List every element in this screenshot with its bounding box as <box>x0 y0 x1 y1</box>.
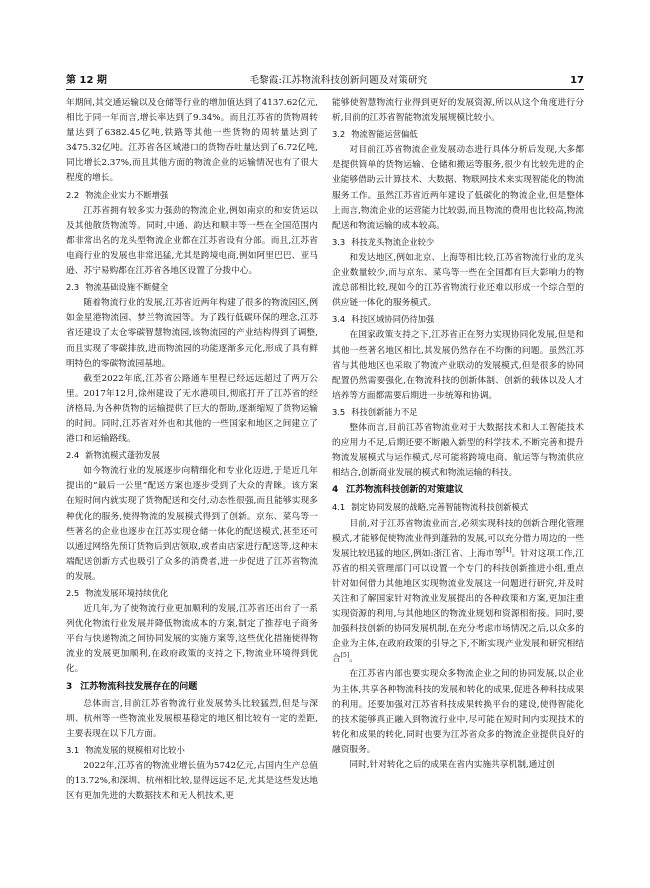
section-number: 3.2 <box>332 129 346 140</box>
paragraph: 整体而言,目前江苏省物流业对于大数据技术和人工智能技术的应用力不足,后期还要不断融入新型的科学技术,不断完善和提升物流发展模式与运作模式,尽可能将跨境电商、航运等与物流供应相结合,创新商业发展的模式和物流运输的科技。 <box>332 422 584 479</box>
section-number: 2.4 <box>66 450 80 461</box>
paragraph: 在江苏省内部也要实现众多物流企业之间的协同发展,以企业为主体,共享各种物流科技的发展和转化的成果,促进各种科技成果的利用。还要加强对江苏省科技成果转换平台的建设,使得智能化的技术能够真正融入到物流行业中,尽可能在短时间内实现技术的转化和成果的转化,同时也要为江苏省众多的物流企业提供良好的融资服务。 <box>332 669 584 755</box>
subsection-heading <box>332 235 584 250</box>
citation: [5] <box>340 652 350 660</box>
issue-number: 第 12 期 <box>66 75 107 86</box>
paragraph: 近几年,为了使物流行业更加顺利的发展,江苏省还出台了一系列优化物流行业发展并降低物流成本的方案,制定了推荐电子商务平台与快递物流之间协同发展的实施方案等,这些优化措施使得物流业的发展更加顺利,在政府政策的支持之下,物流业环境得到优化。 <box>66 604 318 675</box>
paragraph: 江苏省拥有较多实力强劲的物流企业,例如南京的和安货运以及其他散货物流等。同时,中通、韵达和顺丰等一些在全国范围内都非常出名的龙头型物流企业都在江苏省设有分部。而且,江苏省电商行业的发展也非常迅猛,尤其是跨境电商,例如阿里巴巴、亚马逊、苏宁易购都在江苏省各地区设置了分拨中心。 <box>66 205 318 277</box>
section-number: 3.1 <box>66 744 80 755</box>
paragraph: 目前,对于江苏省物流业而言,必须实现科技的创新合理化管理模式,才能够促使物流业得到蓬勃的发展,可以充分借力周边的一些发展比较迅猛的地区,例如:浙江省、上海市等[4]。针对这项工作,江苏省的相关管理部门可以设置一个专门的科技创新推进小组,重点针对如何借力其他地区实现物流业发展这一问题进行研究,并及时关注和了解国家针对物流业发展提出的各种政策和方案,更加注重实现资源的利用,与其他地区的物流业规划和资源相衔接。同时,要加强科技创新的协同发展机制,在充分考虑市场情况之后,以众多的企业为主体,在政府政策的引导之下,不断实现产业发展和研究相结合[5]。 <box>332 518 584 665</box>
citation: [4] <box>503 546 512 554</box>
section-title: 新物流模式蓬勃发展 <box>85 450 160 461</box>
paragraph: 年期间,其交通运输以及仓储等行业的增加值达到了4137.62亿元,相比于同一年而言,增长率达到了9.34%。而且江苏省的货物周转量达到了6382.45亿吨,铁路等其他一些货物的周转量达到了3475.32亿吨。江苏省各区域港口的货物吞吐量达到了6.72亿吨,同比增长2.37%,而且其他方面的物流企业的运输情况也有了很大程度的增长。 <box>66 98 318 184</box>
section-title: 物流企业实力不断增强 <box>85 189 169 200</box>
paragraph: 同时,针对转化之后的成果在省内实施共享机制,通过创 <box>349 760 555 771</box>
page-number: 17 <box>570 75 584 86</box>
section-title: 江苏物流科技发展存在的问题 <box>80 681 198 692</box>
section-number: 4 <box>332 485 339 496</box>
paragraph: 能够使智慧物流行业得到更好的发展资源,所以从这个角度进行分析,目前的江苏省智能物流发展规模比较小。 <box>332 98 584 124</box>
subsection-heading <box>66 586 318 601</box>
section-number: 3 <box>66 681 73 692</box>
paragraph: 总体而言,目前江苏省物流行业发展势头比较猛烈,但是与深圳、杭州等一些物流业发展根基稳定的地区相比较有一定的差距,主要表现在以下几方面。 <box>66 698 318 739</box>
section-title: 科技区域协同仍待加强 <box>351 314 435 325</box>
section-title: 江苏物流科技创新的对策建议 <box>346 485 464 496</box>
subsection-heading <box>332 127 584 142</box>
section-number: 3.3 <box>332 236 346 247</box>
running-header <box>66 66 584 90</box>
subsection-heading <box>66 280 318 295</box>
section-number: 2.2 <box>66 189 80 200</box>
section-title: 物流基础设施不断健全 <box>85 282 169 293</box>
subsection-heading <box>332 312 584 327</box>
paragraph: 2022年,江苏省的物流业增长值为5742亿元,占国内生产总值的13.72%,和深圳、杭州相比较,显得远远不足,尤其是这些发达地区有更加先进的大数据技术和无人机技术,更 <box>66 761 318 802</box>
paragraph: 在国家政策支持之下,江苏省正在努力实现协同化发展,但是和其他一些著名地区相比,其发展仍然存在不均衡的问题。虽然江苏省与其他地区也采取了物流产业联动的发展模式,但是很多的协同配置仍然需要强化,在物流科技的创新体制、创新的载体以及人才培养等方面都需要后期进一步统筹和协调。 <box>332 330 584 401</box>
running-title: 毛黎霞:江苏物流科技创新问题及对策研究 <box>249 75 428 86</box>
subsection-heading <box>66 743 318 758</box>
subsection-heading <box>332 500 584 515</box>
section-number: 4.1 <box>332 502 346 513</box>
right-column <box>332 96 584 773</box>
paragraph: 和发达地区,例如北京、上海等相比较,江苏省物流行业的龙头企业数量较少,而与京东、菜鸟等一些在全国都有巨大影响力的物流总部相比较,现如今的江苏省物流行业还难以形成一个综合型的供应链一体化的服务模式。 <box>332 252 584 309</box>
subsection-heading <box>66 448 318 463</box>
section-number: 2.3 <box>66 282 80 293</box>
subsection-heading <box>332 405 584 420</box>
section-title: 物流发展环境持续优化 <box>85 588 169 598</box>
section-title: 科技创新能力不足 <box>351 406 418 417</box>
subsection-heading <box>66 188 318 203</box>
paragraph: 截至2022年底,江苏省公路通车里程已经远远超过了两万公里。2017年12月,徐州建设了无水港项目,彻底打开了江苏省的经济格局,为各种货物的运输提供了巨大的帮助,逐渐缩短了货物运输的时间。同时,江苏省对外也和其他的一些国家和地区之间建立了港口和运输路线。 <box>66 373 318 445</box>
paragraph: 如今物流行业的发展逐步向精细化和专业化迈进,于是近几年提出的“最后一公里”配送方案也逐步受到了大众的青睐。该方案在短时间内就实现了货物配送和交付,动态性很强,而且能够实现多种优化的服务,使得物流的发展模式得到了创新。京东、菜鸟等一些著名的企业也逐步在江苏实现仓储一体化的配送模式,甚至还可以通过网络先预订货物后到店领取,或者由店家进行配送等,这种末端配送创新方式也吸引了众多的消费者,进一步促进了江苏省物流的发展。 <box>66 466 318 582</box>
paragraph: 对目前江苏省物流企业发展动态进行具体分析后发现,大多都是提供简单的货物运输、仓储和搬运等服务,很少有比较先进的企业能够借助云计算技术、大数据、物联网技术来实现智能化的物流服务工作。虽然江苏省近两年建设了低碳化的物流企业,但是整体上而言,物流企业的运营能力比较弱,而且物流的费用也比较高,物流配送和物流运输的成本较高。 <box>332 145 584 231</box>
section-title: 物流发展的规模相对比较小 <box>85 744 185 755</box>
section-number: 3.5 <box>332 406 346 417</box>
section-heading <box>332 483 584 498</box>
section-title: 制定协同发展的战略,完善智能物流科技创新模式 <box>351 502 529 513</box>
section-heading <box>66 680 318 695</box>
section-title: 物流智能运营偏低 <box>351 129 418 140</box>
left-column <box>66 96 318 804</box>
section-number: 2.5 <box>66 588 80 598</box>
section-title: 科技龙头物流企业较少 <box>351 236 435 247</box>
paragraph: 随着物流行业的发展,江苏省近两年构建了很多的物流园区,例如金星港物流园、梦兰物流园等。为了践行低碳环保的理念,江苏省还建设了太仓零碳智慧物流园,该物流园的产业结构得到了调整,而且实现了零碳排放,进而物流园的功能逐渐多元化,形成了具有鲜明特色的零碳物流园基地。 <box>66 298 318 369</box>
section-number: 3.4 <box>332 314 346 325</box>
